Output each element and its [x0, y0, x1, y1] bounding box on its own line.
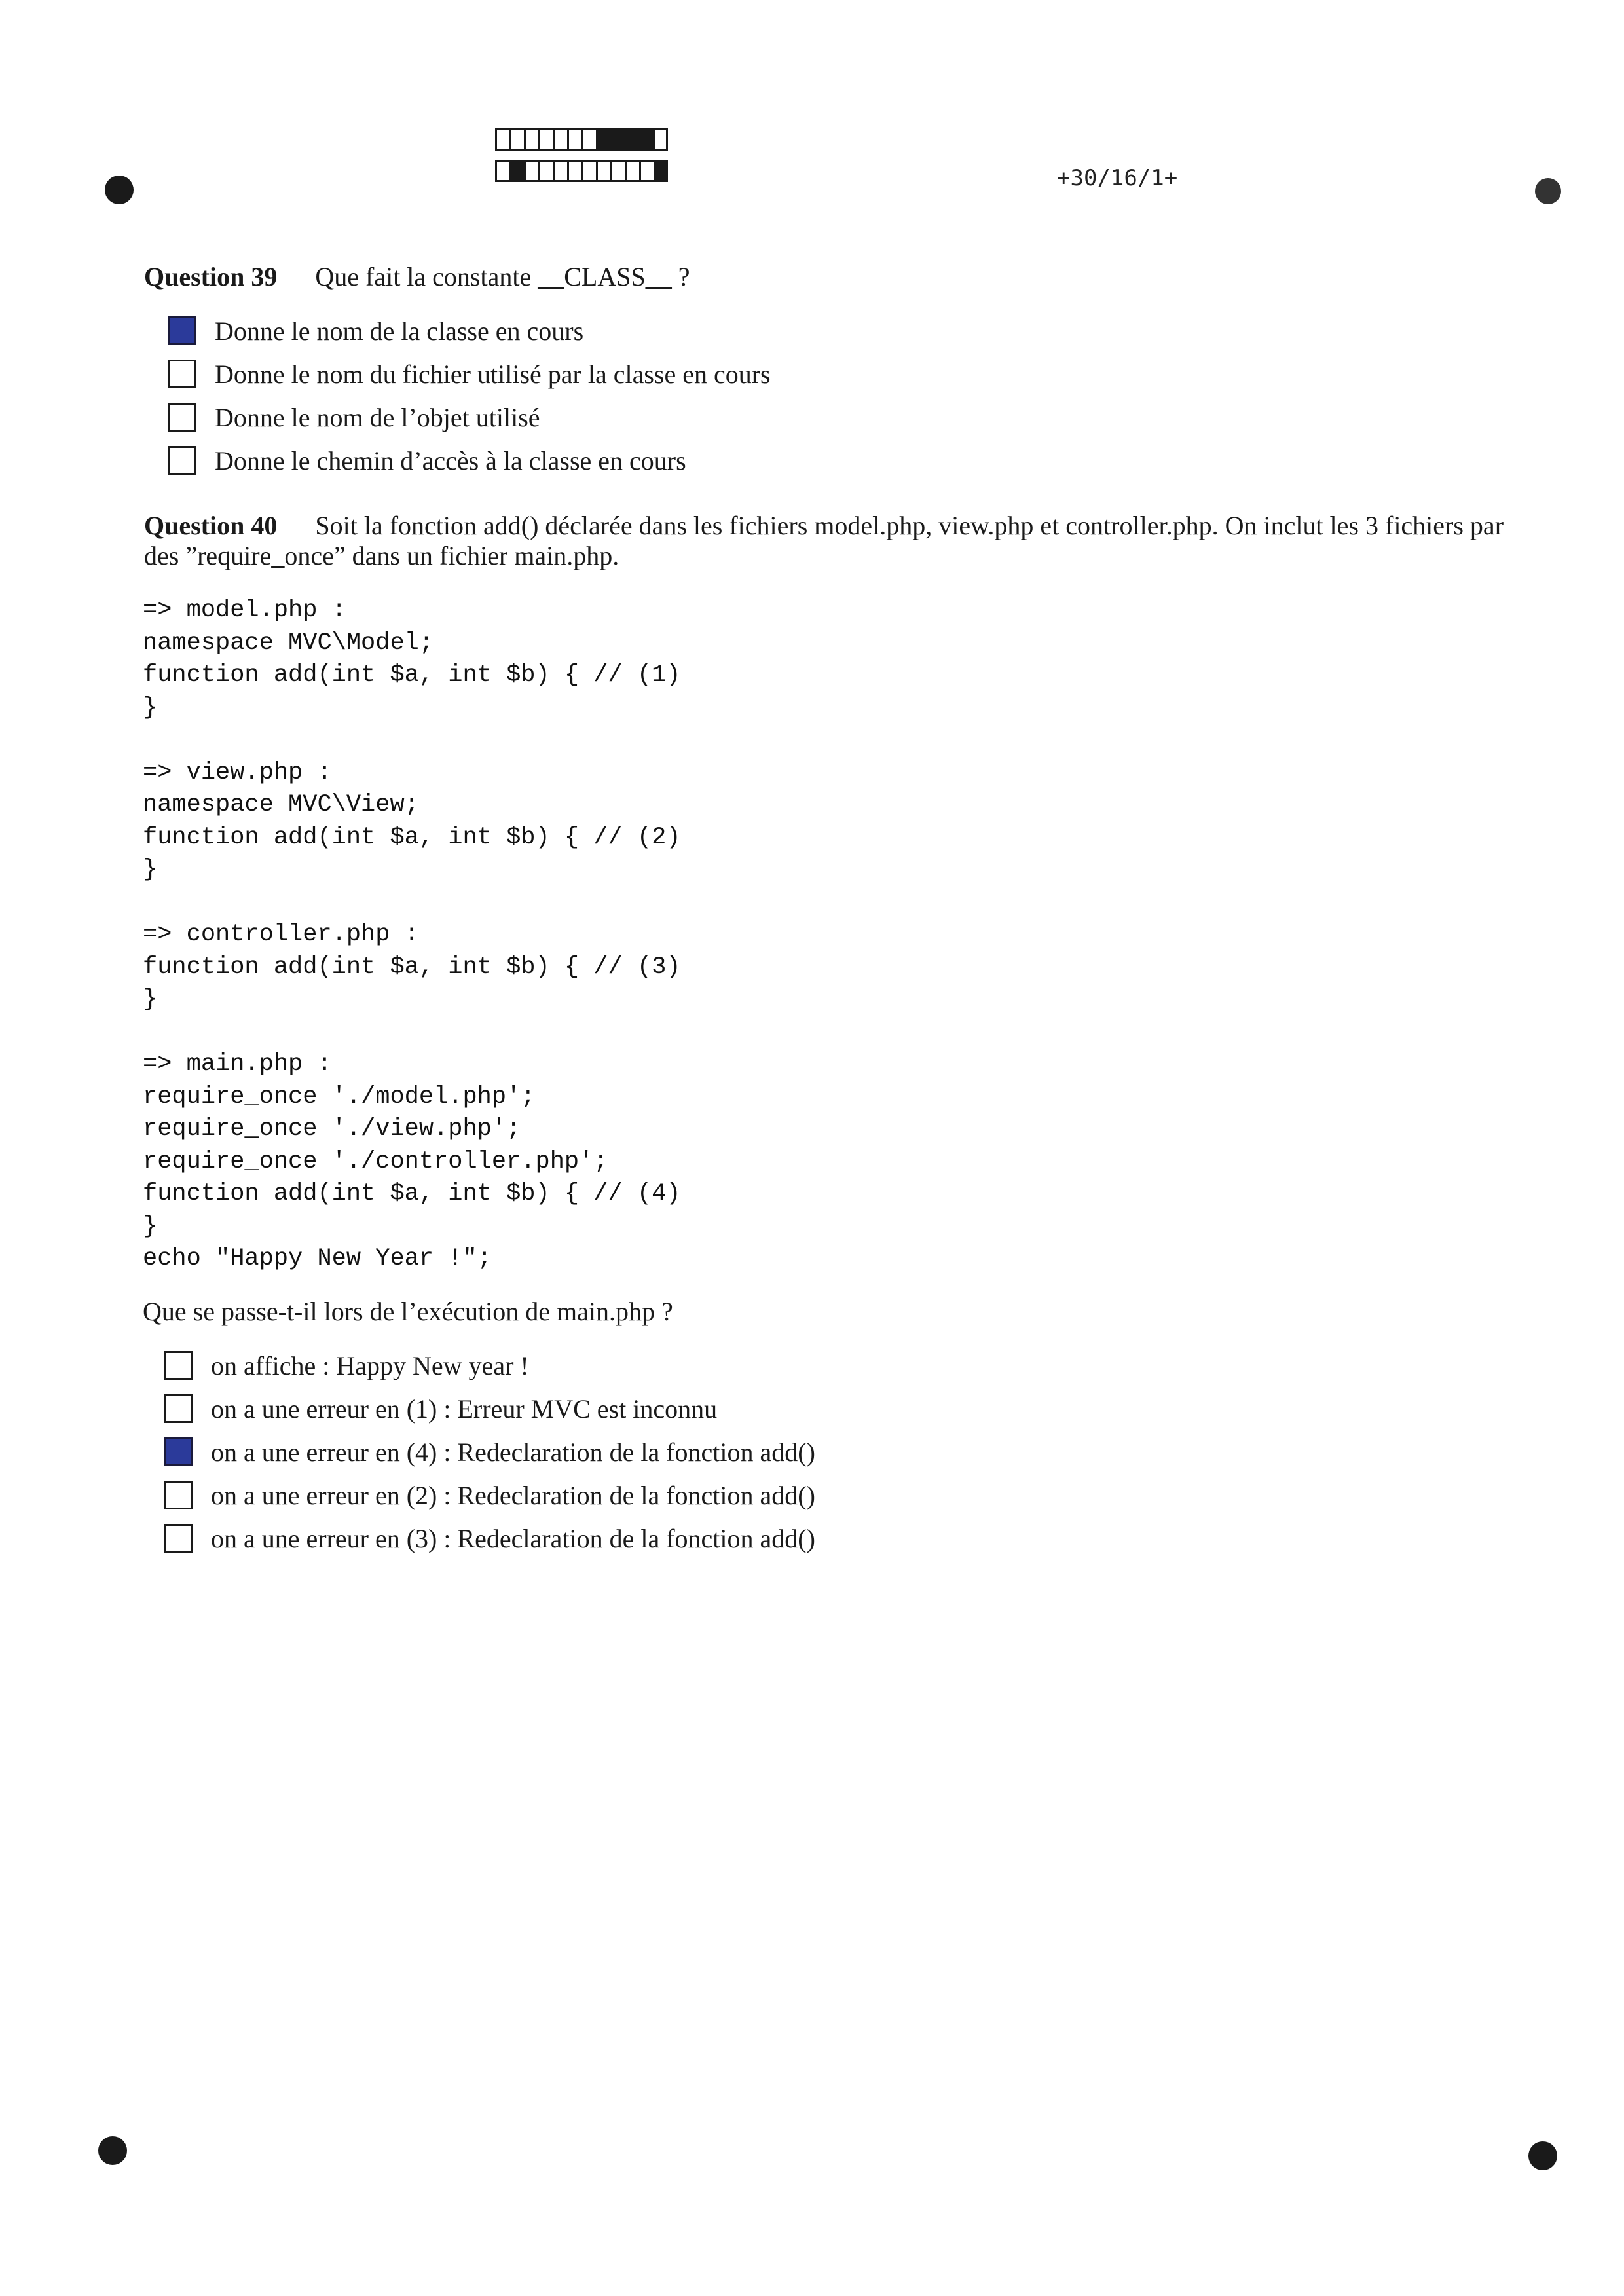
- answer-option-label: on a une erreur en (3) : Redeclaration de la fonction add(): [211, 1523, 815, 1553]
- answer-option-label: Donne le nom du fichier utilisé par la classe en cours: [215, 359, 771, 389]
- answer-option[interactable]: [168, 444, 686, 477]
- barcode-cell: [553, 160, 567, 182]
- answer-option-label: on a une erreur en (2) : Redeclaration de la fonction add(): [211, 1480, 815, 1510]
- answer-option[interactable]: [164, 1435, 815, 1468]
- question-40-prompt: Que se passe-t-il lors de l’exécution de main.php ?: [143, 1297, 673, 1326]
- barcode-cell: [596, 128, 610, 151]
- barcode-cell: [625, 128, 639, 151]
- answer-option[interactable]: [168, 401, 540, 434]
- answer-option-label: Donne le nom de l’objet utilisé: [215, 402, 540, 432]
- answer-option-label: on a une erreur en (1) : Erreur MVC est inconnu: [211, 1394, 718, 1424]
- answer-option[interactable]: [164, 1522, 815, 1555]
- barcode-cell: [495, 160, 509, 182]
- checkbox[interactable]: [164, 1394, 193, 1423]
- barcode-cell: [581, 160, 596, 182]
- barcode-cell: [567, 160, 581, 182]
- barcode-cell: [553, 128, 567, 151]
- barcode-cell: [509, 128, 524, 151]
- question-text: Que fait la constante __CLASS__ ?: [315, 262, 690, 291]
- answer-option-label: on affiche : Happy New year !: [211, 1350, 529, 1380]
- checkbox[interactable]: [168, 446, 196, 475]
- checkbox[interactable]: [168, 403, 196, 432]
- barcode-cell: [509, 160, 524, 182]
- question-label: Question 39: [144, 262, 278, 291]
- question-label: Question 40: [144, 511, 278, 540]
- barcode-cell: [538, 160, 553, 182]
- registration-mark-bottom-left: [98, 2136, 127, 2165]
- answer-option[interactable]: [168, 358, 771, 390]
- registration-mark-top-right: [1535, 178, 1561, 204]
- page-identifier: +30/16/1+: [1057, 165, 1178, 191]
- answer-option-label: Donne le nom de la classe en cours: [215, 316, 584, 346]
- barcode-cell: [610, 160, 625, 182]
- checkbox-checked[interactable]: [164, 1437, 193, 1466]
- barcode-cell: [625, 160, 639, 182]
- barcode-cell: [495, 128, 509, 151]
- code-listing: => model.php : namespace MVC\Model; function add(int $a, int $b) { // (1) } => view.php : namespace MVC\View; function add(int $a, int $b) { // (2) } => controller.php : function add(int $a, int $b) { // (3) } => main.php : require_once './model.php'; require_once './view.php'; require_once './controller.php'; function add(int $a, int $b) { // (4) } echo "Happy New Year !";: [143, 597, 681, 1272]
- registration-mark-bottom-right: [1528, 2141, 1557, 2170]
- barcode-cell: [596, 160, 610, 182]
- answer-option-label: Donne le chemin d’accès à la classe en cours: [215, 445, 686, 475]
- barcode-cell: [610, 128, 625, 151]
- barcode-cell: [538, 128, 553, 151]
- checkbox[interactable]: [164, 1524, 193, 1553]
- barcode-cell: [524, 128, 538, 151]
- barcode-cell: [639, 128, 654, 151]
- question-text: Soit la fonction add() déclarée dans les fichiers model.php, view.php et controller.php. On inclut les 3 fichiers par des ”require_once” dans un fichier main.php.: [144, 511, 1504, 570]
- answer-option[interactable]: [164, 1349, 529, 1382]
- barcode-cell: [581, 128, 596, 151]
- checkbox-checked[interactable]: [168, 316, 196, 345]
- barcode-cell: [524, 160, 538, 182]
- answer-option[interactable]: [164, 1392, 717, 1425]
- barcode-cell: [567, 128, 581, 151]
- checkbox[interactable]: [164, 1351, 193, 1380]
- answer-option[interactable]: [164, 1479, 815, 1511]
- question-40: [144, 511, 1532, 571]
- checkbox[interactable]: [164, 1481, 193, 1509]
- registration-mark-top-left: [105, 176, 134, 204]
- checkbox[interactable]: [168, 360, 196, 388]
- barcode-cell: [654, 160, 668, 182]
- barcode-cell: [654, 128, 668, 151]
- answer-option[interactable]: [168, 314, 583, 347]
- question-39: [144, 262, 1532, 292]
- page-barcode-row-2: [495, 160, 668, 182]
- answer-option-label: on a une erreur en (4) : Redeclaration de la fonction add(): [211, 1437, 815, 1467]
- barcode-cell: [639, 160, 654, 182]
- page-barcode-row-1: [495, 128, 668, 151]
